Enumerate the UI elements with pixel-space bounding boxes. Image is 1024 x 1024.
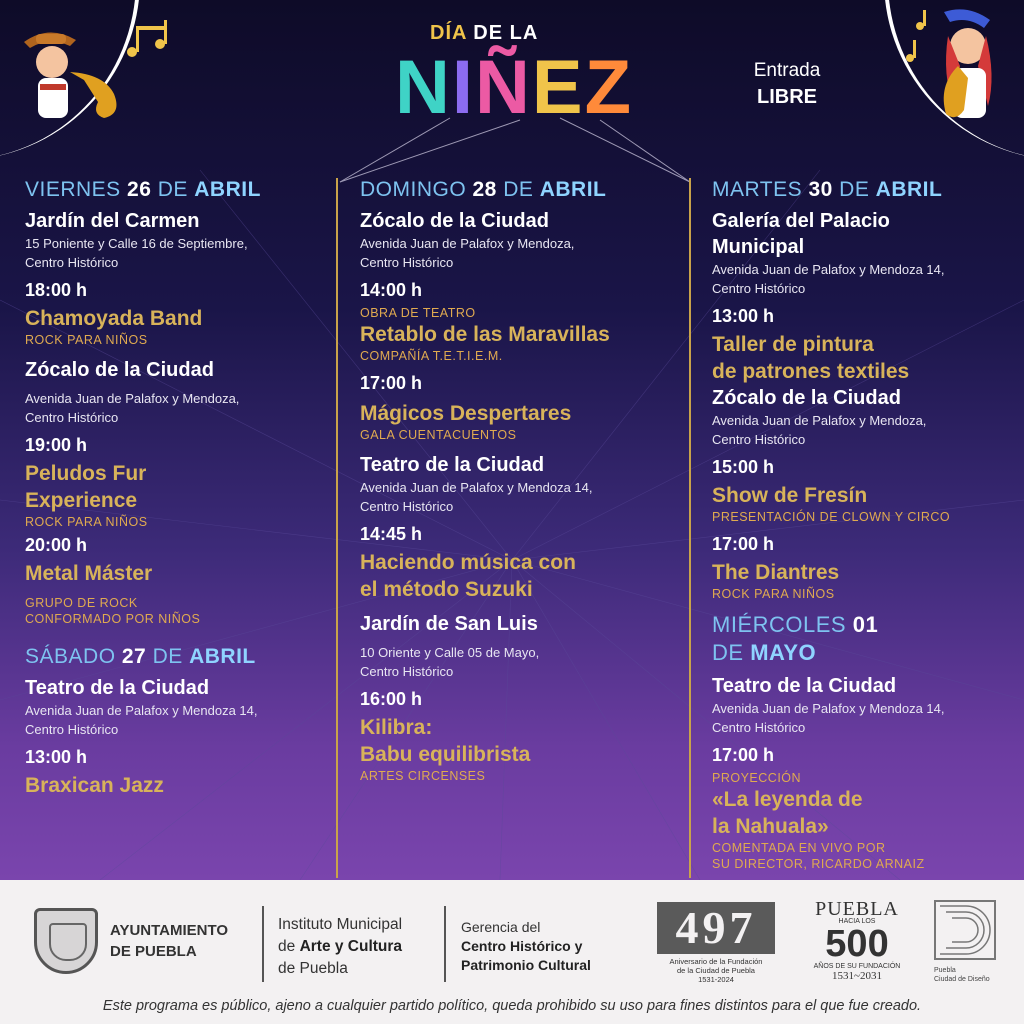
entrada-label: Entrada bbox=[753, 60, 821, 81]
logo-497-number: 497 bbox=[657, 902, 775, 954]
event-title: «La leyenda de la Nahuala» bbox=[712, 788, 863, 838]
event-subtitle: COMENTADA EN VIVO POR SU DIRECTOR, RICARDO ARNAIZ bbox=[712, 841, 925, 871]
logo-497-caption: Aniversario de la Fundación de la Ciudad de Puebla 1531-2024 bbox=[669, 957, 763, 984]
event-subtitle: GALA CUENTACUENTOS bbox=[360, 428, 517, 442]
event-time: 17:00 h bbox=[712, 745, 775, 765]
schedule-column-3 bbox=[712, 178, 1012, 880]
column-divider bbox=[689, 178, 691, 878]
schedule-column-1 bbox=[25, 178, 325, 799]
venue-address: Avenida Juan de Palafox y Mendoza, Centro Histórico bbox=[25, 391, 240, 425]
event-time: 14:45 h bbox=[360, 524, 423, 544]
gerencia-logo-text: Gerencia del Centro Histórico y Patrimonio Cultural bbox=[461, 919, 591, 973]
event-category: OBRA DE TEATRO bbox=[360, 306, 476, 320]
title-de-la: DE LA bbox=[466, 22, 539, 44]
venue-address: 10 Oriente y Calle 05 de Mayo, Centro Histórico bbox=[360, 645, 540, 679]
event-title: Taller de pintura de patrones textiles bbox=[712, 333, 910, 383]
title-ninez bbox=[395, 45, 634, 130]
venue-address: 15 Poniente y Calle 16 de Septiembre, Centro Histórico bbox=[25, 236, 248, 270]
title-letter: E bbox=[531, 45, 585, 130]
venue-address: Avenida Juan de Palafox y Mendoza 14, Centro Histórico bbox=[712, 701, 945, 735]
event-title: The Diantres bbox=[712, 561, 840, 584]
venue-name: Zócalo de la Ciudad bbox=[360, 210, 549, 232]
title-letter: N bbox=[395, 45, 452, 130]
title-letter: Ñ bbox=[475, 45, 532, 130]
event-subtitle: ROCK PARA NIÑOS bbox=[25, 515, 148, 529]
event-time: 17:00 h bbox=[712, 534, 775, 554]
footer bbox=[0, 880, 1024, 1024]
venue-address: Avenida Juan de Palafox y Mendoza 14, Centro Histórico bbox=[360, 480, 593, 514]
ciudad-de-diseno-logo-icon bbox=[934, 900, 996, 960]
libre-label: LIBRE bbox=[757, 86, 817, 108]
venue-address: Avenida Juan de Palafox y Mendoza 14, Centro Histórico bbox=[712, 262, 945, 296]
venue-name: Teatro de la Ciudad bbox=[360, 454, 545, 476]
day-heading: SÁBADO 27 DE ABRIL bbox=[25, 645, 256, 668]
event-time: 14:00 h bbox=[360, 280, 423, 300]
schedule-column-2 bbox=[360, 178, 685, 793]
poster-header bbox=[0, 0, 1024, 170]
event-title: Braxican Jazz bbox=[25, 774, 164, 797]
event-time: 19:00 h bbox=[25, 435, 88, 455]
day-heading: VIERNES 26 DE ABRIL bbox=[25, 178, 261, 201]
venue-name: Teatro de la Ciudad bbox=[25, 677, 210, 699]
event-title: Retablo de las Maravillas bbox=[360, 323, 610, 346]
event-title: Peludos Fur Experience bbox=[25, 462, 147, 512]
footer-divider bbox=[444, 906, 446, 982]
event-subtitle: ROCK PARA NIÑOS bbox=[25, 333, 148, 347]
event-time: 15:00 h bbox=[712, 457, 775, 477]
event-time: 20:00 h bbox=[25, 535, 88, 555]
imac-logo-text: Instituto Municipal de Arte y Cultura de Puebla bbox=[278, 916, 403, 977]
event-time: 18:00 h bbox=[25, 280, 88, 300]
venue-address: Avenida Juan de Palafox y Mendoza, Centro Histórico bbox=[712, 413, 927, 447]
title-letter: Z bbox=[584, 45, 634, 130]
event-time: 17:00 h bbox=[360, 373, 423, 393]
aniversario-497-logo bbox=[657, 902, 775, 984]
event-subtitle: COMPAÑÍA T.E.T.I.E.M. bbox=[360, 349, 503, 363]
event-subtitle: PRESENTACIÓN DE CLOWN Y CIRCO bbox=[712, 510, 951, 524]
event-title: Metal Máster bbox=[25, 562, 153, 585]
puebla-coat-of-arms-icon bbox=[34, 908, 98, 974]
column-divider bbox=[336, 178, 338, 878]
venue-name: Zócalo de la Ciudad bbox=[712, 387, 901, 409]
event-time: 16:00 h bbox=[360, 689, 423, 709]
venue-address: Avenida Juan de Palafox y Mendoza 14, Centro Histórico bbox=[25, 703, 258, 737]
event-title: Chamoyada Band bbox=[25, 307, 203, 330]
event-title: Show de Fresín bbox=[712, 484, 868, 507]
ciudad-de-diseno-text: Puebla Ciudad de Diseño bbox=[934, 967, 990, 983]
ayuntamiento-logo-text: AYUNTAMIENTO DE PUEBLA bbox=[110, 922, 229, 960]
venue-name: Jardín del Carmen bbox=[25, 210, 200, 232]
event-category: PROYECCIÓN bbox=[712, 771, 802, 785]
venue-name: Jardín de San Luis bbox=[360, 613, 538, 635]
venue-name: Galería del Palacio Municipal bbox=[712, 210, 890, 258]
event-subtitle: ROCK PARA NIÑOS bbox=[712, 587, 835, 601]
title-dia: DÍA bbox=[430, 22, 467, 44]
puebla-500-logo: PUEBLA HACIA LOS 500 AÑOS DE SU FUNDACIÓN 1531~2031 bbox=[813, 898, 901, 982]
venue-name: Zócalo de la Ciudad bbox=[25, 359, 214, 381]
event-subtitle: GRUPO DE ROCK CONFORMADO POR NIÑOS bbox=[25, 596, 201, 626]
event-subtitle: ARTES CIRCENSES bbox=[360, 769, 486, 783]
event-title: Mágicos Despertares bbox=[360, 402, 572, 425]
event-time: 13:00 h bbox=[712, 306, 775, 326]
entrada-libre bbox=[742, 60, 832, 109]
day-heading: DOMINGO 28 DE ABRIL bbox=[360, 178, 607, 201]
venue-name: Teatro de la Ciudad bbox=[712, 675, 897, 697]
title-letter: I bbox=[451, 45, 476, 130]
venue-address: Avenida Juan de Palafox y Mendoza, Centro Histórico bbox=[360, 236, 575, 270]
day-heading: MIÉRCOLES 01 DE MAYO bbox=[712, 612, 879, 665]
event-title: Kilibra: Babu equilibrista bbox=[360, 716, 531, 766]
legal-disclaimer: Este programa es público, ajeno a cualquier partido político, queda prohibido su uso para fines distintos para el que fue creado. bbox=[102, 998, 922, 1014]
day-heading: MARTES 30 DE ABRIL bbox=[712, 178, 943, 201]
title-dia-de-la bbox=[430, 22, 538, 45]
event-time: 13:00 h bbox=[25, 747, 88, 767]
footer-divider bbox=[262, 906, 264, 982]
event-title: Haciendo música con el método Suzuki bbox=[360, 551, 576, 601]
